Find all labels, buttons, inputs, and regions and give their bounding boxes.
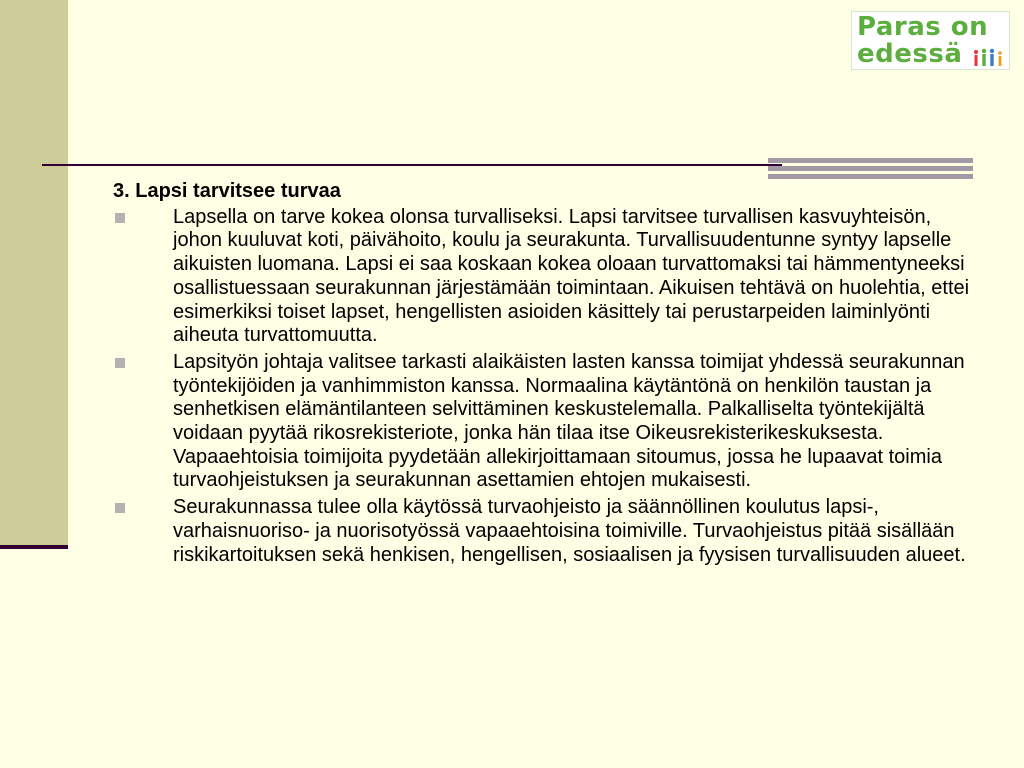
list-item bbox=[113, 351, 983, 493]
bullet-text: Lapsityön johtaja valitsee tarkasti alaikäisten lasten kanssa toimijat yhdessä seurakunnan työntekijöiden ja vanhimmiston kanssa. Normaalina käytäntönä on henkilön taustan ja senhetkisen elämäntilanteen selvittäminen keskustelemalla. Palkalliselta työntekijältä voidaan pyytää rikosrekisteriote, jonka hän tilaa itse Oikeusrekisterikeskuksesta. Vapaaehtoisia toimijoita pyydetään allekirjoittamaan sitoumus, jossa he lupaavat toimia turvaohjeistuksen ja seurakunnan asettamien ehtojen mukaisesti. bbox=[173, 350, 965, 492]
people-icon bbox=[973, 48, 1003, 68]
logo-text-line1: Paras on bbox=[857, 12, 989, 42]
section-heading: 3. Lapsi tarvitsee turvaa bbox=[113, 180, 341, 202]
list-item bbox=[113, 206, 983, 348]
square-bullet-icon bbox=[115, 503, 125, 513]
title-divider bbox=[42, 164, 782, 166]
side-decor-line bbox=[0, 545, 68, 549]
list-item bbox=[113, 496, 983, 567]
bullet-list bbox=[113, 206, 983, 568]
logo bbox=[851, 11, 1010, 70]
side-decor-bar bbox=[0, 0, 68, 545]
square-bullet-icon bbox=[115, 358, 125, 368]
bullet-text: Seurakunnassa tulee olla käytössä turvaohjeisto ja säännöllinen koulutus lapsi-, varhaisnuoriso- ja nuorisotyössä vapaaehtoisina toimiville. Turvaohjeistus pitää sisällään riskikartoituksen sekä henkisen, hengellisen, sosiaalisen ja fyysisen turvallisuuden alueet. bbox=[173, 496, 966, 566]
accent-bar bbox=[768, 174, 973, 179]
logo-text-line2: edessä bbox=[857, 39, 963, 69]
slide-content bbox=[113, 180, 983, 570]
accent-bar bbox=[768, 158, 973, 163]
bullet-text: Lapsella on tarve kokea olonsa turvalliseksi. Lapsi tarvitsee turvallisen kasvuyhteisön, johon kuuluvat koti, päivähoito, koulu ja seurakunta. Turvallisuudentunne syntyy lapselle aikuisten luomana. Lapsi ei saa koskaan kokea oloaan turvattomaksi tai hämmentyneeksi osallistuessaan seurakunnan järjestämään toimintaan. Aikuisen tehtävä on huolehtia, ettei esimerkiksi toiset lapset, hengellisten asioiden käsittely tai perustarpeiden laiminlyönti aiheuta turvattomuutta. bbox=[173, 205, 970, 347]
accent-bar bbox=[768, 166, 973, 171]
square-bullet-icon bbox=[115, 213, 125, 223]
